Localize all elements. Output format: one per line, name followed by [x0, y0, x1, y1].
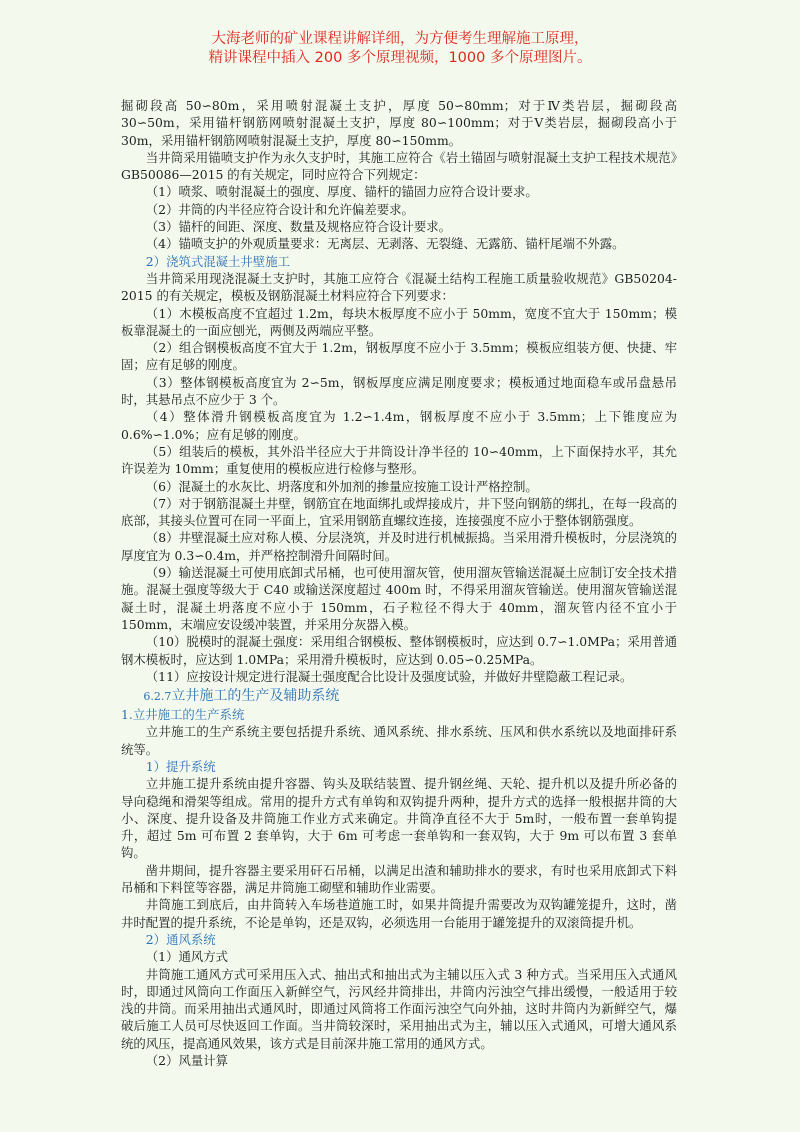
- subheading: 1）提升系统: [145, 758, 216, 774]
- paragraph: 井筒施工到底后，由井筒转入车场巷道施工时，如果井筒提升需要改为双钩罐笼提升，这时，凿井时配置的提升系统，不论是单钩，还是双钩，必须选用一台能用于罐笼提升的双滚筒提升机。: [121, 897, 677, 930]
- paragraph: 立井施工的生产系统主要包括提升系统、通风系统、排水系统、压风和供水系统以及地面排矸系统等。: [121, 724, 677, 757]
- list-item: （10）脱模时的混凝土强度：采用组合钢模板、整体钢模板时，应达到 0.7∽1.0MPa；采用普通钢木模板时，应达到 1.0MPa；采用滑升模板时，应达到 0.05∽0.25MPa。: [121, 634, 677, 667]
- list-item: （7）对于钢筋混凝土井壁，钢筋宜在地面绑扎或焊接成片，井下竖向钢筋的绑扎，在每一段高的底部，其接头位置可在同一平面上，宜采用钢筋直螺纹连接，连接强度不应小于整体钢筋强度。: [121, 495, 677, 529]
- subsection-heading: 1.立井施工的生产系统: [121, 707, 245, 723]
- list-item: （1）通风方式: [145, 949, 229, 965]
- list-item: （5）组装后的模板，其外沿半径应大于井筒设计净半径的 10∽40mm，上下面保持水平，其允许误差为 10mm；重复使用的模板应进行检修与整形。: [121, 443, 677, 477]
- list-item: （1）木模板高度不宜超过 1.2m，每块木板厚度不应小于 50mm，宽度不宜大于 150mm；模板靠混凝土的一面应刨光，两侧及两端应平整。: [121, 305, 677, 338]
- paragraph: 凿井期间，提升容器主要采用矸石吊桶，以满足出渣和辅助排水的要求，有时也采用底卸式下料吊桶和下料筐等容器，满足井筒施工砌壁和辅助作业需要。: [121, 862, 677, 896]
- section-title: 立井施工的生产及辅助系统: [171, 688, 340, 705]
- paragraph: 掘砌段高 50∽80m，采用喷射混凝土支护，厚度 50∽80mm；对于Ⅳ类岩层，掘砌段高 30∽50m，采用锚杆钢筋网喷射混凝土支护，厚度 80∽100mm；对于Ⅴ类岩层，掘砌段高小于 30m，采用锚杆钢筋网喷射混凝土支护，厚度 80∽150mm。: [121, 98, 677, 148]
- list-item: （2）风量计算: [145, 1053, 229, 1069]
- list-item: （11）应按设计规定进行混凝土强度配合比设计及强度试验，并做好井壁隐蔽工程记录。: [145, 668, 633, 684]
- section-number: 6.2.7: [143, 690, 172, 704]
- subheading: 2）通风系统: [145, 931, 216, 947]
- list-item: （3）整体钢模板高度宜为 2∽5m，钢板厚度应满足刚度要求；模板通过地面稳车或吊盘悬吊时，其悬吊点不应少于 3 个。: [121, 374, 677, 408]
- section-heading: [121, 687, 677, 706]
- list-item: （1）喷浆、喷射混凝土的强度、厚度、锚杆的锚固力应符合设计要求。: [145, 184, 538, 200]
- list-item: （6）混凝土的水灰比、坍落度和外加剂的掺量应按施工设计严格控制。: [145, 478, 538, 494]
- list-item: （2）组合钢模板高度不宜大于 1.2m，钢板厚度不应小于 3.5mm；模板应组装方便、快捷、牢固；应有足够的刚度。: [121, 340, 677, 373]
- subheading: 2）浇筑式混凝土井壁施工: [145, 253, 290, 269]
- list-item: （4）整体滑升钢模板高度宜为 1.2∽1.4m，钢板厚度不应小于 3.5mm；上下锥度应为 0.6%∽1.0%；应有足够的刚度。: [121, 409, 677, 442]
- paragraph: 立井施工提升系统由提升容器、钩头及联结装置、提升钢丝绳、天轮、提升机以及提升所必备的导向稳绳和滑架等组成。常用的提升方式有单钩和双钩提升两种，提升方式的选择一般根据井筒的大小、深度、提升设备及井筒施工作业方式来确定。井筒净直径不大于 5m时，一般布置一套单钩提升，超过 5m 可布置 2 套单钩，大于 6m 可考虑一套单钩和一套双钩，大于 9m 可以布置 3 套单钩。: [121, 776, 677, 861]
- list-item: （2）井筒的内半径应符合设计和允许偏差要求。: [145, 201, 414, 217]
- paragraph: 井筒施工通风方式可采用压入式、抽出式和抽出式为主辅以压入式 3 种方式。当采用压入式通风时，即通过风筒向工作面压入新鲜空气，污风经井筒排出，井筒内污浊空气排出缓慢，一般适用于较浅的井筒。而采用抽出式通风时，即通过风筒将工作面污浊空气向外抽，这时井筒内为新鲜空气，爆破后施工人员可尽快返回工作面。当井筒较深时，采用抽出式为主，辅以压入式通风，可增大通风系统的风压，提高通风效果，该方式是目前深井施工常用的通风方式。: [121, 966, 677, 1051]
- paragraph: 当井筒采用现浇混凝土支护时，其施工应符合《混凝土结构工程施工质量验收规范》GB50204-2015 的有关规定，模板及钢筋混凝土材料应符合下列要求：: [121, 270, 677, 304]
- list-item: （9）输送混凝土可使用底卸式吊桶，也可使用溜灰管，使用溜灰管输送混凝土应制订安全技术措施。混凝土强度等级大于 C40 或输送深度超过 400m 时，不得采用溜灰管输送。使用溜灰管输送混凝土时，混凝土坍落度不应小于 150mm，石子粒径不得大于 40mm，溜灰管内径不宜小于 150mm，末端应安设缓冲装置，并采用分灰器入模。: [121, 565, 677, 632]
- banner-line-1: 大海老师的矿业课程讲解详细，为方便考生理解施工原理，: [211, 31, 589, 47]
- list-item: （4）锚喷支护的外观质量要求：无离层、无剥落、无裂缝、无露筋、锚杆尾端不外露。: [145, 236, 625, 252]
- paragraph: 当井筒采用锚喷支护作为永久支护时，其施工应符合《岩土锚固与喷射混凝土支护工程技术规范》GB50086—2015 的有关规定，同时应符合下列规定：: [121, 149, 677, 183]
- promo-banner: [0, 30, 800, 68]
- document-body: [121, 97, 677, 1069]
- list-item: （8）井壁混凝土应对称人模、分层浇筑，并及时进行机械振捣。当采用滑升模板时，分层浇筑的厚度宜为 0.3∽0.4m，并严格控制滑升间隔时间。: [121, 530, 677, 563]
- list-item: （3）锚杆的间距、深度、数量及规格应符合设计要求。: [145, 219, 452, 235]
- banner-line-2: 精讲课程中插入 200 多个原理视频，1000 多个原理图片。: [208, 50, 592, 66]
